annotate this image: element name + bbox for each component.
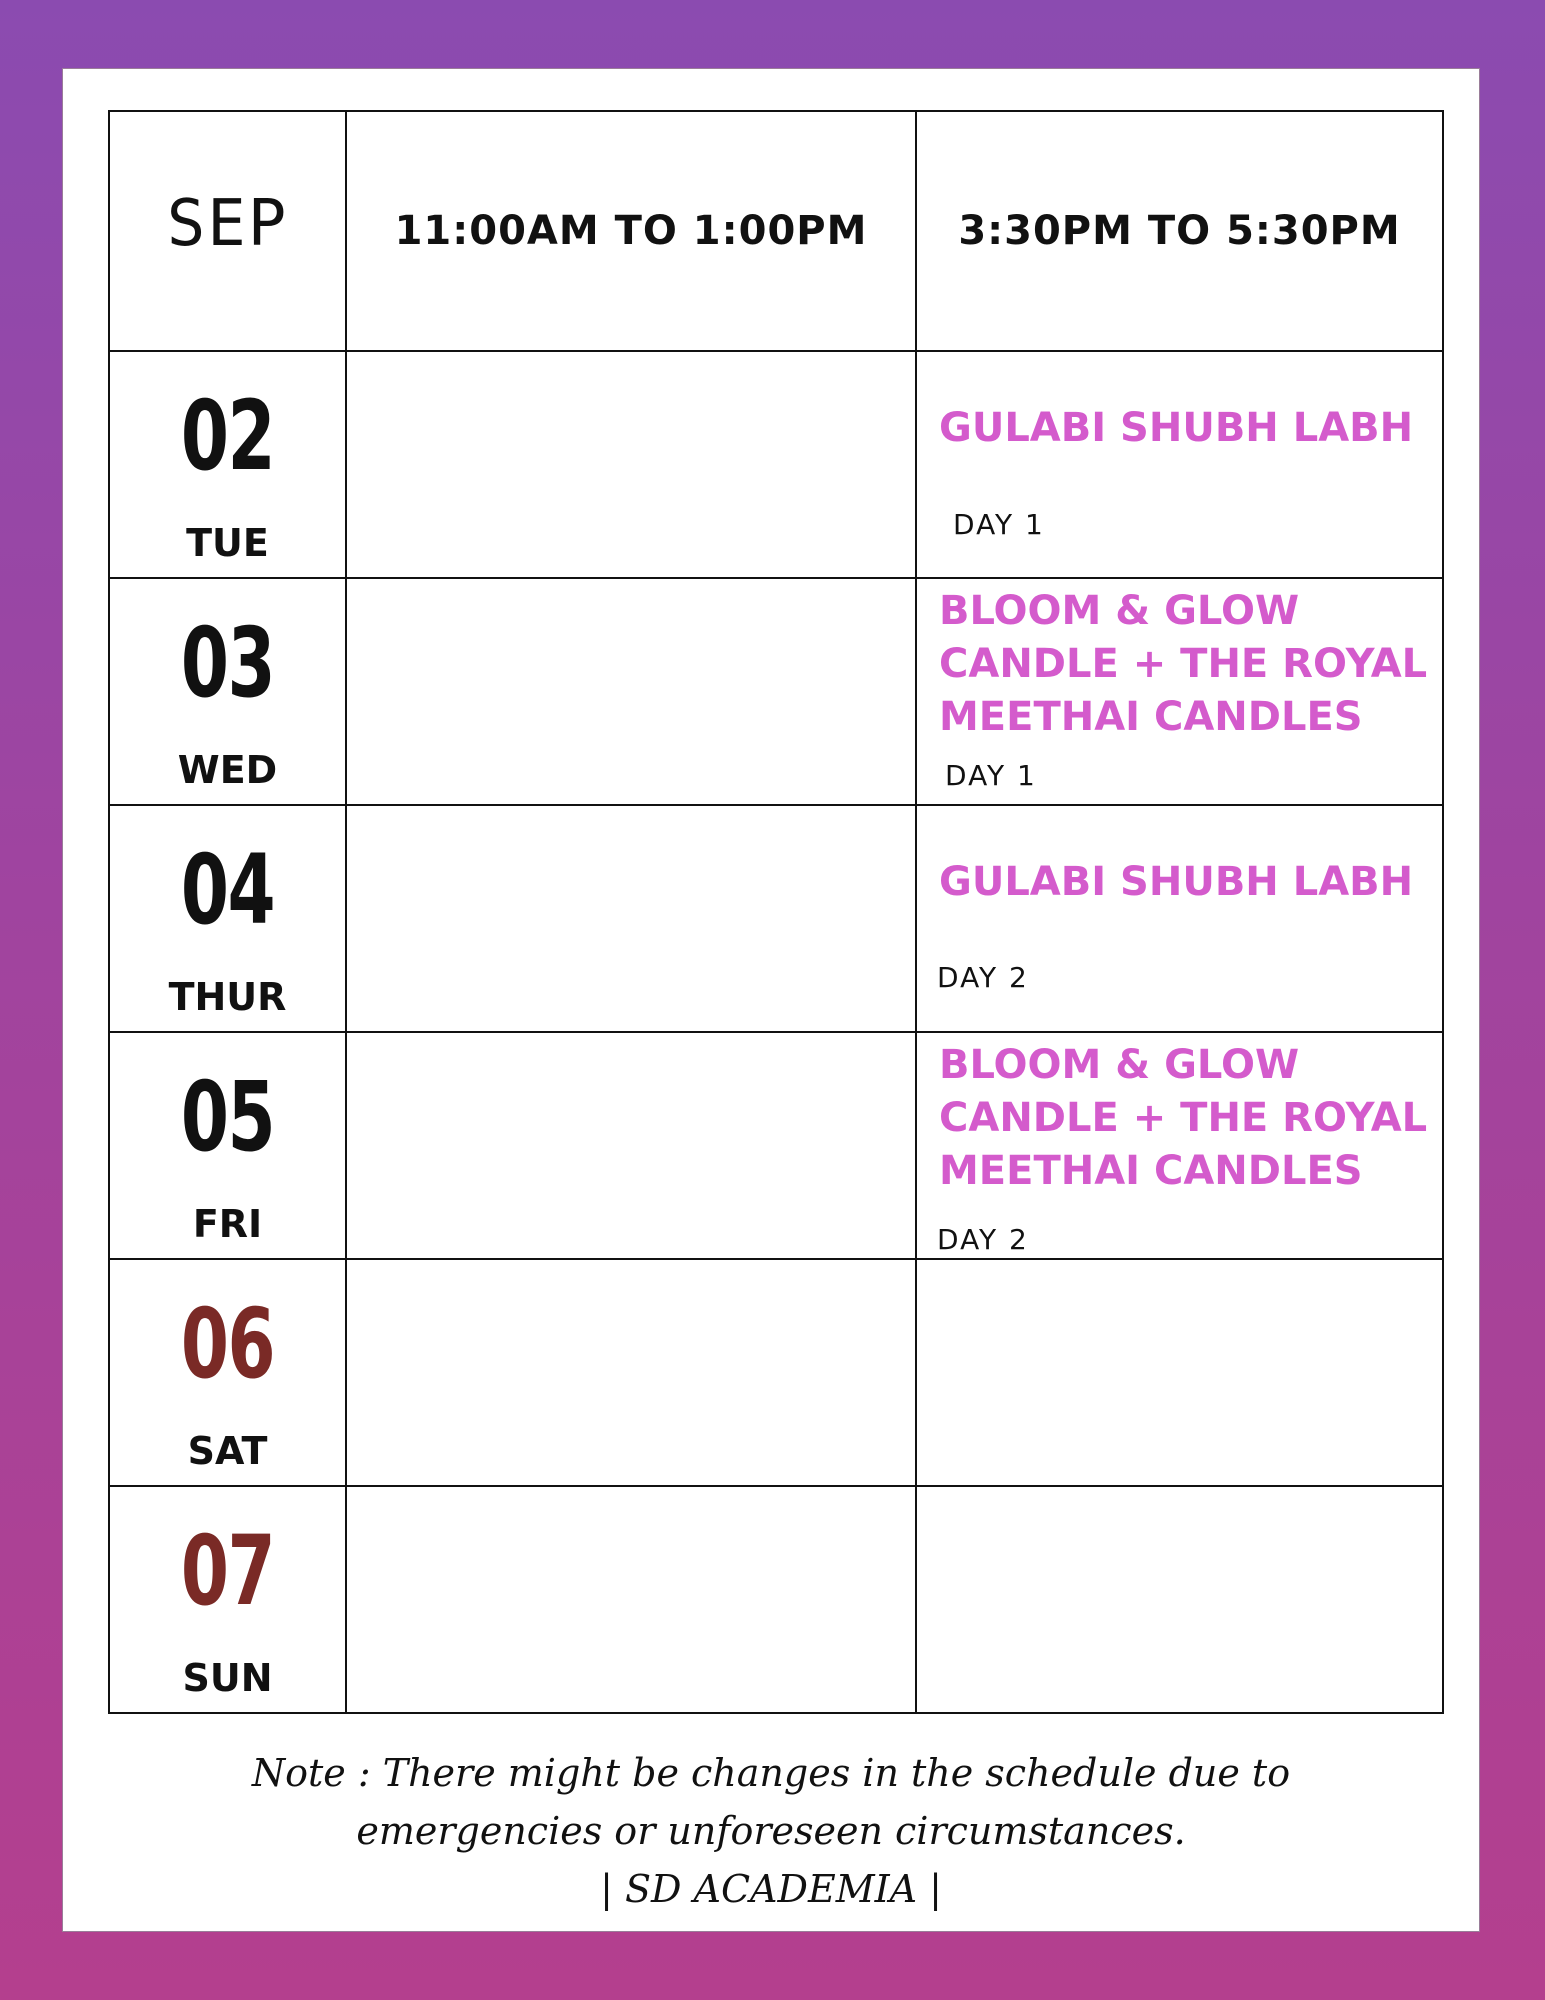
weekday-label: SAT xyxy=(187,1429,268,1473)
date-number: 07 xyxy=(180,1515,275,1627)
event-day-label: DAY 2 xyxy=(937,961,1029,994)
note-line: emergencies or unforeseen circumstances. xyxy=(356,1809,1186,1853)
table-row xyxy=(109,1032,1443,1259)
weekday-label: WED xyxy=(177,748,278,792)
morning-slot-header xyxy=(346,111,916,351)
note-line: Note : There might be changes in the schedule due to xyxy=(251,1751,1291,1795)
afternoon-cell xyxy=(916,1032,1443,1259)
table-row xyxy=(109,578,1443,805)
date-number: 06 xyxy=(180,1288,275,1400)
table-row xyxy=(109,351,1443,578)
afternoon-slot-header xyxy=(916,111,1443,351)
date-number: 02 xyxy=(180,380,275,492)
table-row xyxy=(109,805,1443,1032)
afternoon-cell xyxy=(916,1259,1443,1486)
afternoon-cell xyxy=(916,578,1443,805)
date-cell xyxy=(109,578,346,805)
morning-cell xyxy=(346,1259,916,1486)
table-row xyxy=(109,1486,1443,1713)
event-title: BLOOM & GLOW CANDLE + THE ROYAL MEETHAI CANDLES xyxy=(939,1042,1428,1194)
morning-cell xyxy=(346,805,916,1032)
academy-signature: | SD ACADEMIA | xyxy=(600,1867,942,1911)
schedule-table xyxy=(108,110,1444,1714)
date-number: 03 xyxy=(180,607,275,719)
weekday-label: SUN xyxy=(182,1656,273,1700)
afternoon-cell xyxy=(916,805,1443,1032)
weekday-label: TUE xyxy=(186,521,269,565)
month-label: SEP xyxy=(166,187,289,261)
morning-cell xyxy=(346,578,916,805)
header-row xyxy=(109,111,1443,351)
date-cell xyxy=(109,351,346,578)
date-number: 04 xyxy=(180,834,275,946)
month-cell xyxy=(109,111,346,351)
date-cell xyxy=(109,1259,346,1486)
event-title: GULABI SHUBH LABH xyxy=(939,405,1414,451)
morning-cell xyxy=(346,351,916,578)
weekday-label: FRI xyxy=(192,1202,263,1246)
event-title: GULABI SHUBH LABH xyxy=(939,859,1414,905)
event-day-label: DAY 2 xyxy=(937,1223,1029,1256)
event-day-label: DAY 1 xyxy=(953,508,1045,541)
morning-cell xyxy=(346,1486,916,1713)
afternoon-slot-label: 3:30PM TO 5:30PM xyxy=(958,208,1401,254)
date-cell xyxy=(109,805,346,1032)
morning-slot-label: 11:00AM TO 1:00PM xyxy=(394,208,868,254)
morning-cell xyxy=(346,1032,916,1259)
date-number: 05 xyxy=(180,1061,275,1173)
afternoon-cell xyxy=(916,1486,1443,1713)
table-row xyxy=(109,1259,1443,1486)
afternoon-cell xyxy=(916,351,1443,578)
weekday-label: THUR xyxy=(168,975,287,1019)
event-title: BLOOM & GLOW CANDLE + THE ROYAL MEETHAI CANDLES xyxy=(939,588,1428,740)
date-cell xyxy=(109,1032,346,1259)
date-cell xyxy=(109,1486,346,1713)
schedule-note xyxy=(63,1744,1479,1918)
schedule-sheet xyxy=(62,68,1480,1932)
event-day-label: DAY 1 xyxy=(945,759,1037,792)
